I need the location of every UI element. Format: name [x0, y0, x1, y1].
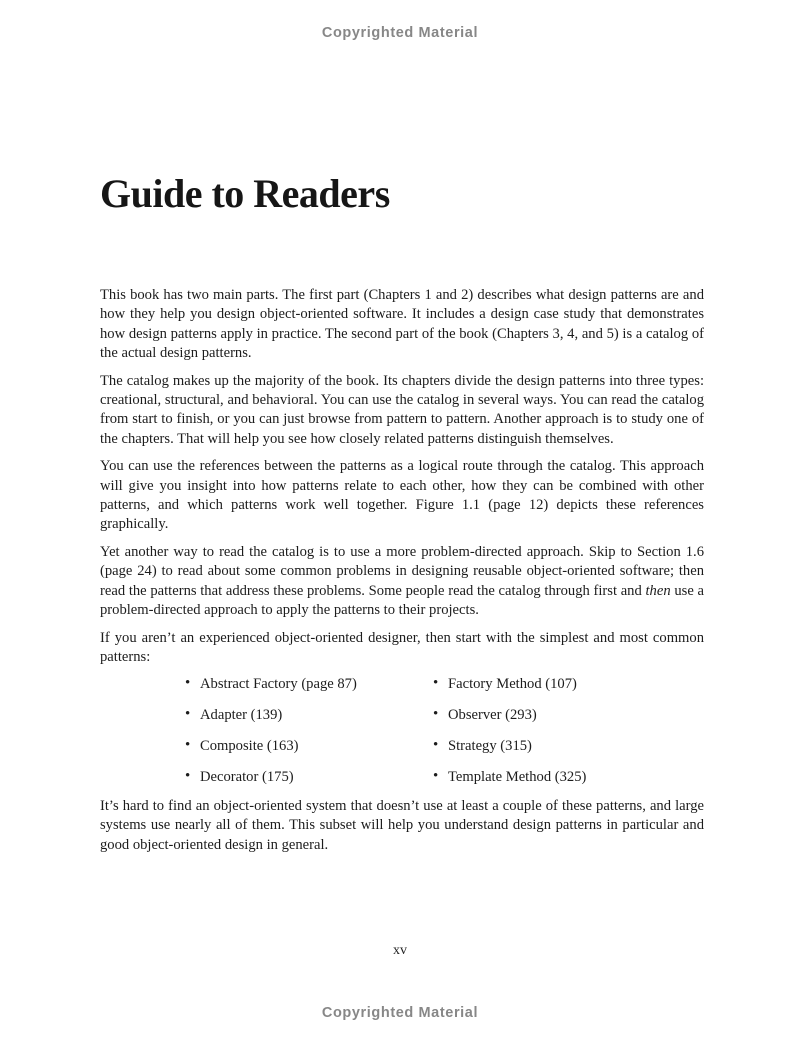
paragraph-references: You can use the references between the patterns as a logical route through the catalog. This approach will give you insight into how patterns relate to each other, how they can be combined with other patterns, and which patterns work well together. Figure 1.1 (page 12) depicts these references graphically.	[100, 458, 704, 533]
list-item-factory-method: • Factory Method (107)	[433, 675, 586, 694]
paragraph-problem-directed	[100, 543, 704, 621]
copyright-watermark-top: Copyrighted Material	[321, 25, 479, 41]
paragraph-beginner-intro: If you aren’t an experienced object-oriented designer, then start with the simplest and most common patterns:	[100, 629, 704, 665]
list-item-strategy: • Strategy (315)	[433, 737, 586, 756]
page-title: Guide to Readers	[100, 171, 390, 216]
list-item-template-method: • Template Method (325)	[433, 768, 586, 787]
pattern-list-left	[185, 675, 433, 787]
pattern-list-right	[433, 675, 586, 787]
paragraph-closing: It’s hard to find an object-oriented system that doesn’t use at least a couple of these patterns, and large systems use nearly all of them. This subset will help you understand design patterns in particular and good object-oriented design in general.	[100, 797, 704, 853]
list-item-abstract-factory: • Abstract Factory (page 87)	[185, 675, 433, 694]
paragraph-book-parts: This book has two main parts. The first part (Chapters 1 and 2) describes what design patterns are and how they help you design object-oriented software. It includes a design case study that demonstrates how design patterns apply in practice. The second part of the book (Chapters 3, 4, and 5) is a catalog of the actual design patterns.	[100, 287, 704, 362]
pattern-bullet-lists	[185, 675, 704, 787]
paragraph-problem-directed-text-after: use a problem-directed approach to apply the patterns to their projects.	[100, 582, 704, 619]
list-item-adapter: • Adapter (139)	[185, 706, 433, 725]
copyright-watermark-bottom: Copyrighted Material	[321, 1005, 479, 1021]
body-text	[100, 286, 704, 855]
page-number: xv	[393, 943, 407, 958]
list-item-decorator: • Decorator (175)	[185, 768, 433, 787]
list-item-composite: • Composite (163)	[185, 737, 433, 756]
list-item-observer: • Observer (293)	[433, 706, 586, 725]
italic-word-then: then	[645, 582, 671, 599]
paragraph-problem-directed-text-before: Yet another way to read the catalog is to use a more problem-directed approach. Skip to Section 1.6 (page 24) to read about some common problems in designing reusable object-oriented software; then read the patterns that address these problems. Some people read the catalog through first and	[100, 543, 704, 599]
paragraph-catalog-overview: The catalog makes up the majority of the book. Its chapters divide the design patterns into three types: creational, structural, and behavioral. You can use the catalog in several ways. You can read the catalog from start to finish, or you can just browse from pattern to pattern. Another approach is to study one of the chapters. That will help you see how closely related patterns distinguish themselves.	[100, 372, 704, 447]
